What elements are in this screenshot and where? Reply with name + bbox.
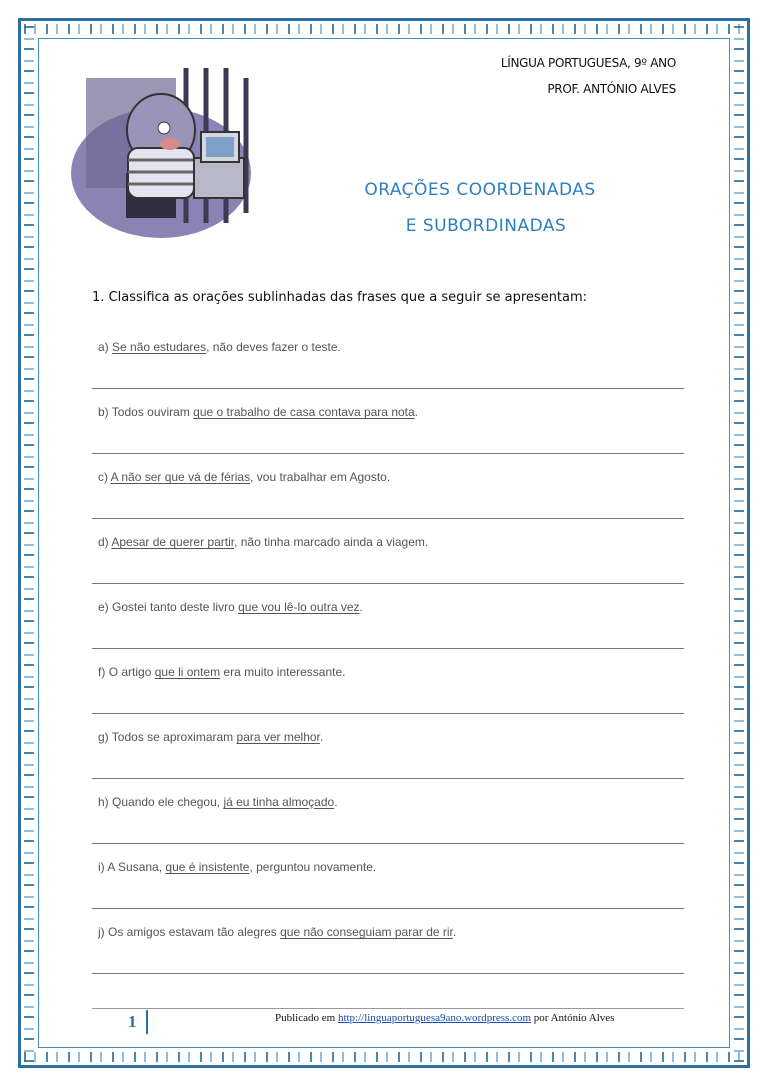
exercise-item: [98, 795, 338, 809]
item-underlined-clause: que li ontem: [154, 665, 221, 679]
border-pattern-bottom: [24, 1052, 744, 1062]
item-label: c): [98, 470, 108, 484]
item-text-after: era muito interessante.: [220, 665, 346, 679]
item-text-after: , vou trabalhar em Agosto.: [250, 470, 391, 484]
item-label: d): [98, 535, 109, 549]
title-line-2: E SUBORDINADAS: [405, 216, 567, 236]
exercise-item: [98, 405, 418, 419]
answer-line[interactable]: [92, 583, 684, 584]
border-pattern-top: [24, 24, 744, 34]
answer-line[interactable]: [92, 778, 684, 779]
item-text-after: .: [359, 600, 363, 614]
item-label: b): [98, 405, 109, 419]
exercise-item: [98, 860, 376, 874]
page-number: 1: [128, 1012, 137, 1031]
answer-line[interactable]: [92, 453, 684, 454]
answer-line[interactable]: [92, 518, 684, 519]
exercise-item: [98, 600, 363, 614]
item-underlined-clause: para ver melhor: [236, 730, 320, 744]
item-label: e): [98, 600, 109, 614]
title-line-1: ORAÇÕES COORDENADAS: [364, 180, 596, 200]
footer-url-link[interactable]: http://linguaportuguesa9ano.wordpress.com: [337, 1012, 532, 1024]
item-underlined-clause: Se não estudares: [112, 340, 207, 354]
exercise-item: [98, 925, 456, 939]
item-underlined-clause: A não ser que vá de férias: [110, 470, 251, 484]
answer-line[interactable]: [92, 973, 684, 974]
item-underlined-clause: que é insistente: [165, 860, 250, 874]
item-text-before: Todos se aproximaram: [111, 730, 237, 744]
item-text-before: O artigo: [108, 665, 155, 679]
footer-prefix: Publicado em: [275, 1012, 338, 1024]
item-label: j): [98, 925, 105, 939]
header-teacher: PROF. ANTÓNIO ALVES: [547, 82, 676, 96]
answer-line[interactable]: [92, 648, 684, 649]
exercise-item: [98, 340, 341, 354]
exercise-item: [98, 535, 428, 549]
item-underlined-clause: que não conseguiam parar de rir: [280, 925, 453, 939]
item-text-before: Quando ele chegou,: [112, 795, 224, 809]
exercise-item: [98, 730, 323, 744]
item-label: a): [98, 340, 109, 354]
item-text-before: A Susana,: [107, 860, 166, 874]
answer-line[interactable]: [92, 908, 684, 909]
exercise-item: [98, 665, 346, 679]
item-text-before: Todos ouviram: [111, 405, 194, 419]
item-label: i): [98, 860, 105, 874]
border-pattern-right: [734, 24, 744, 1062]
item-underlined-clause: já eu tinha almoçado: [223, 795, 335, 809]
item-text-after: .: [334, 795, 338, 809]
item-text-after: , perguntou novamente.: [249, 860, 377, 874]
item-underlined-clause: que o trabalho de casa contava para nota: [193, 405, 415, 419]
answer-line[interactable]: [92, 388, 684, 389]
item-text-before: Gostei tanto deste livro: [112, 600, 239, 614]
item-text-after: .: [452, 925, 457, 939]
header-subject: LÍNGUA PORTUGUESA, 9º ANO: [500, 56, 676, 70]
footer-divider: [92, 1008, 684, 1009]
item-label: g): [98, 730, 109, 744]
item-label: f): [98, 665, 106, 679]
item-label: h): [98, 795, 109, 809]
footer-suffix: por António Alves: [531, 1012, 615, 1024]
border-pattern-left: [24, 24, 34, 1062]
footer-publication: [275, 1012, 614, 1024]
item-underlined-clause: Apesar de querer partir: [111, 535, 235, 549]
item-text-after: , não deves fazer o teste.: [206, 340, 341, 354]
item-text-after: .: [414, 405, 419, 419]
page-number-divider: [146, 1010, 148, 1034]
answer-line[interactable]: [92, 713, 684, 714]
exercise-item: [98, 470, 390, 484]
answer-line[interactable]: [92, 843, 684, 844]
question-instruction: 1. Classifica as orações sublinhadas das frases que a seguir se apresentam:: [92, 290, 588, 305]
item-text-after: , não tinha marcado ainda a viagem.: [234, 535, 429, 549]
item-text-before: Os amigos estavam tão alegres: [108, 925, 281, 939]
item-text-after: .: [319, 730, 324, 744]
item-underlined-clause: que vou lê-lo outra vez: [238, 600, 360, 614]
prisoner-computer-illustration: [66, 48, 266, 248]
